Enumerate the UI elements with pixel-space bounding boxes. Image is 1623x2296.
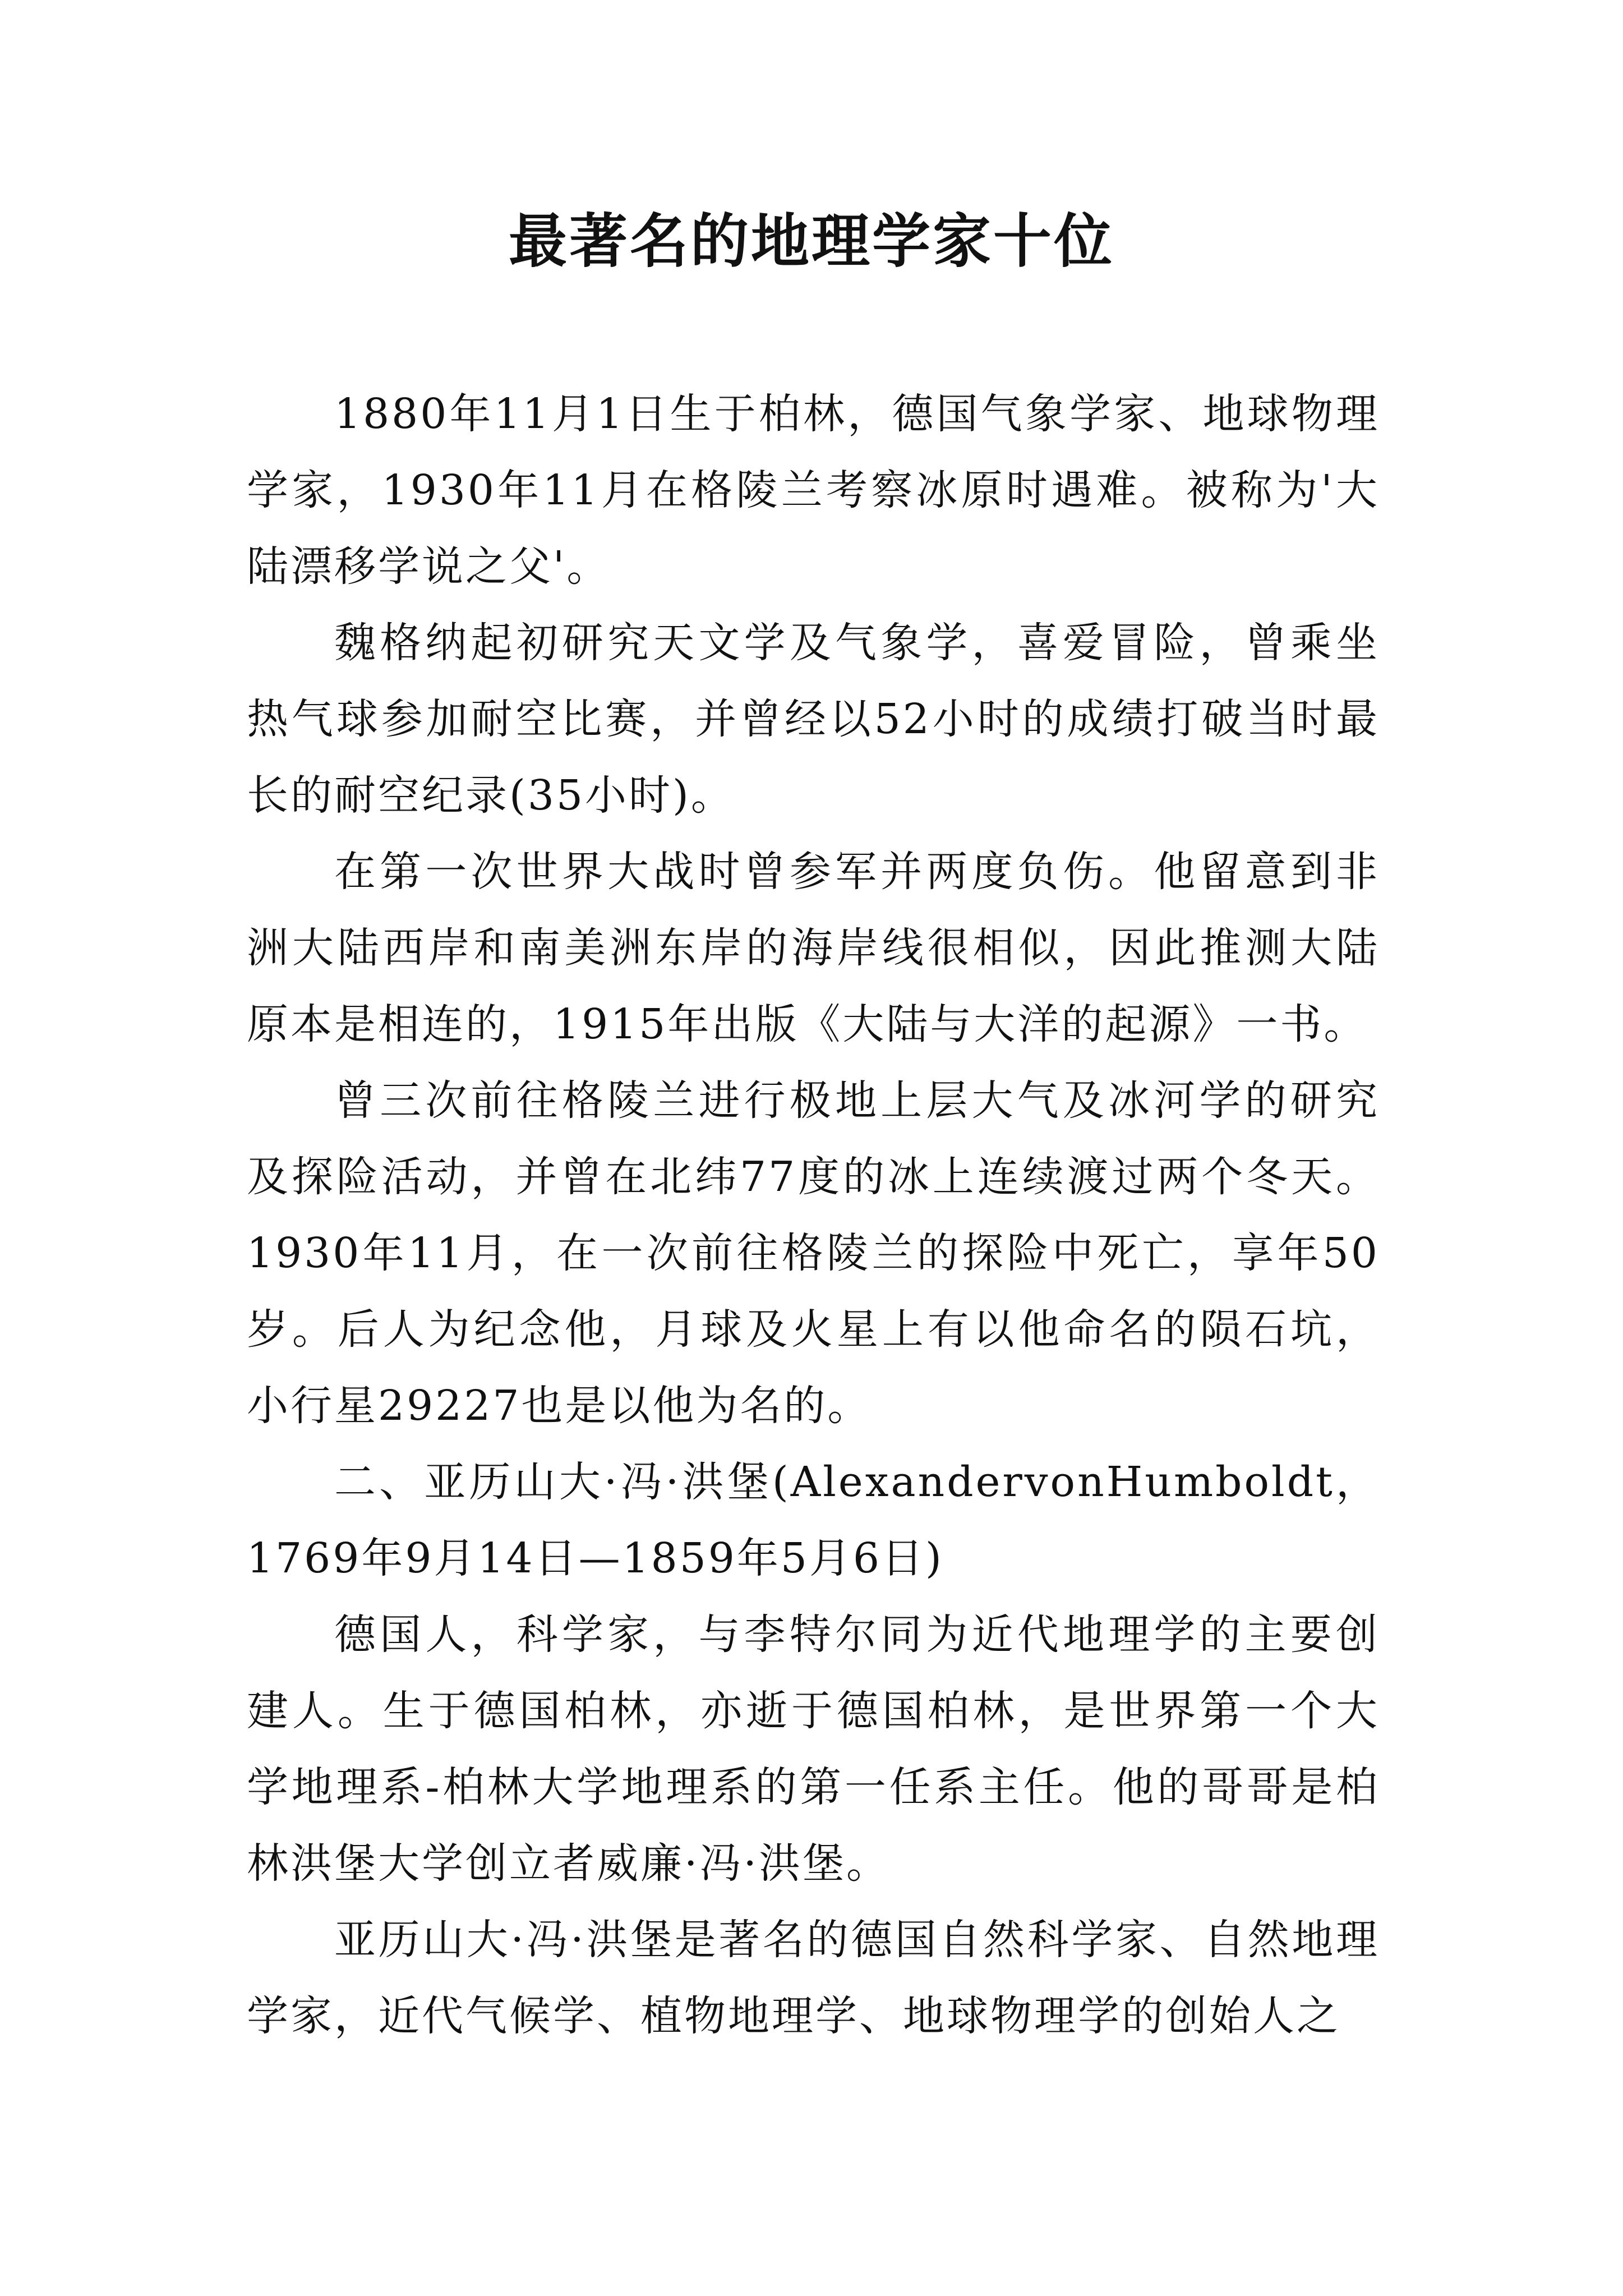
paragraph-wegener-war: 在第一次世界大战时曾参军并两度负伤。他留意到非洲大陆西岸和南美洲东岸的海岸线很相似，因此推测大陆原本是相连的，1915年出版《大陆与大洋的起源》一书。 — [247, 848, 1380, 1048]
paragraph-humboldt-science: 亚历山大·冯·洪堡是著名的德国自然科学家、自然地理学家，近代气候学、植物地理学、地球物理学的创始人之 — [247, 1916, 1380, 2040]
paragraph-humboldt-bio: 德国人，科学家，与李特尔同为近代地理学的主要创建人。生于德国柏林，亦逝于德国柏林，是世界第一个大学地理系-柏林大学地理系的第一任系主任。他的哥哥是柏林洪堡大学创立者威廉·冯·洪堡。 — [247, 1611, 1380, 1888]
document-title: 最著名的地理学家十位 — [508, 206, 1114, 275]
document-body — [247, 376, 1380, 2054]
paragraph-wegener-intro: 1880年11月1日生于柏林，德国气象学家、地球物理学家，1930年11月在格陵兰考察冰原时遇难。被称为'大陆漂移学说之父'。 — [247, 390, 1380, 591]
paragraph-wegener-greenland: 曾三次前往格陵兰进行极地上层大气及冰河学的研究及探险活动，并曾在北纬77度的冰上连续渡过两个冬天。1930年11月，在一次前往格陵兰的探险中死亡，享年50岁。后人为纪念他，月球及火星上有以他命名的陨石坑，小行星29227也是以他为名的。 — [247, 1076, 1380, 1430]
paragraph-wegener-balloon: 魏格纳起初研究天文学及气象学，喜爱冒险，曾乘坐热气球参加耐空比赛，并曾经以52小时的成绩打破当时最长的耐空纪录(35小时)。 — [247, 619, 1380, 820]
paragraph-humboldt-heading: 二、亚历山大·冯·洪堡(AlexandervonHumboldt，1769年9月14日—1859年5月6日) — [247, 1458, 1380, 1582]
